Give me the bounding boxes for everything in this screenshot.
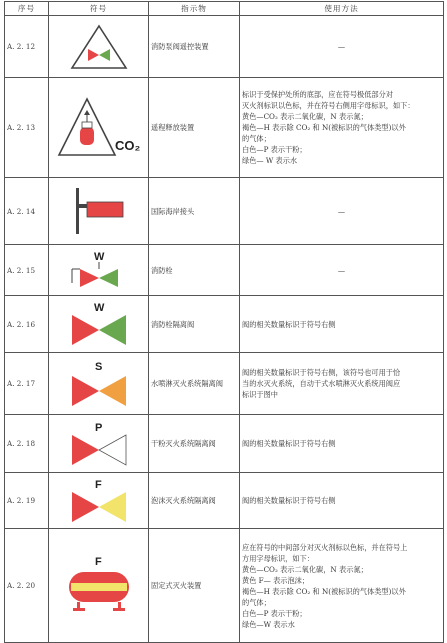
symbol-letter: CO₂: [114, 137, 140, 153]
row-id: A. 2. 14: [5, 178, 49, 245]
fixed-extinguishing-unit-icon: [59, 552, 139, 620]
symbol-cell: [49, 473, 149, 529]
table-row: [5, 473, 444, 529]
symbol-letter: F: [94, 478, 102, 491]
symbol-cell: [49, 353, 149, 415]
table-row: [5, 178, 444, 245]
usage-line: 阀的相关数量标识于符号右侧: [242, 496, 336, 505]
symbol-cell: [49, 296, 149, 353]
remote-release-icon: [57, 93, 141, 163]
row-indicator: 遥程释放装置: [149, 78, 240, 178]
symbol-cell: [49, 178, 149, 245]
symbol-cell: [49, 78, 149, 178]
symbol-cell: [49, 415, 149, 473]
document-page: [4, 1, 443, 629]
usage-line: 阀的相关数量标识于符号右侧，该符号也可用于恰: [242, 368, 401, 377]
table-row: [5, 415, 444, 473]
symbol-letter: S: [94, 360, 102, 373]
symbol-letter: W: [93, 251, 104, 263]
table-row: [5, 296, 444, 353]
symbol-table: [4, 1, 444, 643]
row-usage: [240, 353, 444, 415]
row-indicator: 水喷淋灭火系统隔离阀: [149, 353, 240, 415]
row-indicator: 国际海岸接头: [149, 178, 240, 245]
usage-line: 标识于图中: [242, 390, 278, 399]
header-id: 序号: [5, 2, 49, 16]
dry-powder-isolation-valve-icon: [64, 419, 134, 469]
row-id: A. 2. 13: [5, 78, 49, 178]
symbol-letter: P: [94, 421, 102, 434]
row-id: A. 2. 15: [5, 245, 49, 296]
row-usage: [240, 529, 444, 643]
row-usage: [240, 473, 444, 529]
hydrant-isolation-valve-icon: [64, 299, 134, 349]
row-usage: [240, 16, 444, 78]
row-usage: [240, 178, 444, 245]
row-id: A. 2. 18: [5, 415, 49, 473]
row-id: A. 2. 17: [5, 353, 49, 415]
hydrant-icon: [64, 247, 134, 293]
row-indicator: 干粉灭火系统隔离阀: [149, 415, 240, 473]
usage-line: 灭火剂标识以色标，并在符号右侧用字母标识，如下：: [242, 101, 415, 110]
usage-line: 应在符号的中间部分对灭火剂标以色标，并在符号上: [242, 542, 408, 552]
table-row: [5, 529, 444, 643]
table-row: [5, 78, 444, 178]
usage-line: 的气体；: [242, 597, 271, 607]
usage-line: —: [337, 206, 346, 216]
row-usage: [240, 296, 444, 353]
usage-line: 标识于受保护处所的底部，应在符号极低部分对: [242, 90, 393, 99]
row-indicator: 消防栓: [149, 245, 240, 296]
usage-line: 白色—P 表示干粉；: [242, 608, 307, 618]
usage-line: 黄色 F— 表示泡沫；: [242, 575, 310, 585]
usage-line: 黄色—CO₂ 表示二氧化碳，N 表示氮；: [242, 564, 368, 574]
row-indicator: 消防栓隔离阀: [149, 296, 240, 353]
usage-line: 黄色—CO₂ 表示二氧化碳，N 表示氮；: [242, 112, 368, 121]
usage-line: —: [337, 265, 346, 275]
table-row: [5, 353, 444, 415]
foam-isolation-valve-icon: [64, 476, 134, 526]
table-header-row: [5, 2, 444, 16]
usage-line: 褐色—H 表示除 CO₂ 和 N(被标识的气体类型)以外: [242, 586, 406, 596]
usage-line: 阀的相关数量标识于符号右侧: [242, 319, 336, 329]
symbol-letter: W: [93, 302, 104, 314]
row-usage: [240, 78, 444, 178]
header-symbol: 符号: [49, 2, 149, 16]
row-indicator: 泡沫灭火系统隔离阀: [149, 473, 240, 529]
sprinkler-isolation-valve-icon: [64, 358, 134, 410]
row-usage: [240, 245, 444, 296]
row-id: A. 2. 20: [5, 529, 49, 643]
shore-connection-icon: [64, 184, 134, 238]
row-indicator: 消防泵阀遥控装置: [149, 16, 240, 78]
usage-line: 当的水灭火系统，自动干式水喷淋灭火系统用阀应: [242, 379, 401, 388]
symbol-cell: [49, 529, 149, 643]
table-row: [5, 16, 444, 78]
table-row: [5, 245, 444, 296]
row-indicator: 固定式灭火装置: [149, 529, 240, 643]
symbol-letter: F: [94, 555, 102, 568]
symbol-cell: [49, 245, 149, 296]
remote-pump-valve-icon: [69, 23, 129, 71]
usage-line: 褐色—H 表示除 CO₂ 和 N(被标识的气体类型)以外: [242, 123, 406, 132]
usage-line: 绿色—W 表示水: [242, 619, 295, 629]
usage-line: 白色—P 表示干粉；: [242, 145, 307, 154]
row-id: A. 2. 12: [5, 16, 49, 78]
row-id: A. 2. 19: [5, 473, 49, 529]
header-usage: 使用方法: [240, 2, 444, 16]
usage-line: 的气体；: [242, 134, 271, 143]
usage-line: 方用字母标识，如下：: [242, 553, 314, 563]
row-usage: [240, 415, 444, 473]
symbol-cell: [49, 16, 149, 78]
usage-line: 阀的相关数量标识于符号右侧: [242, 439, 336, 448]
header-indicator: 指示物: [149, 2, 240, 16]
usage-line: 绿色— W 表示水: [242, 156, 298, 165]
row-id: A. 2. 16: [5, 296, 49, 353]
usage-line: —: [337, 42, 346, 51]
